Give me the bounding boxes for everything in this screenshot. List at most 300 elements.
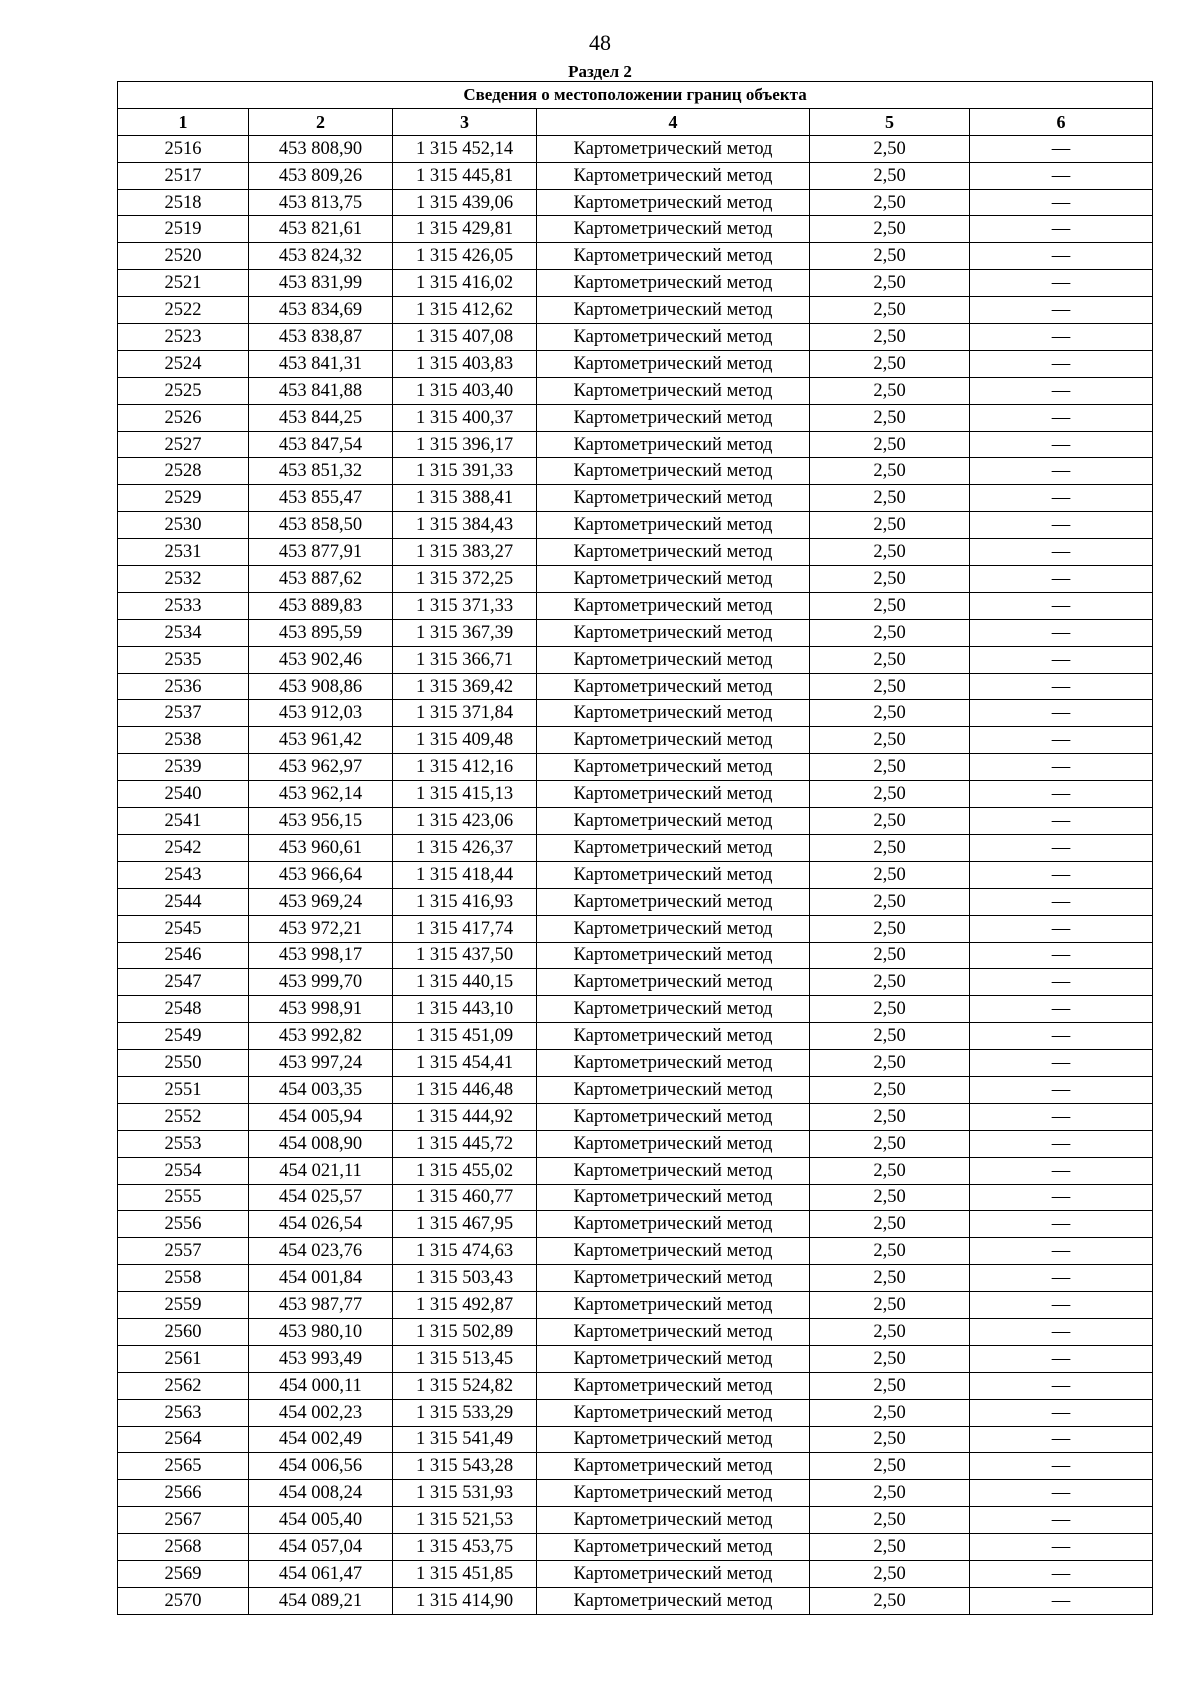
accuracy-cell: 2,50 bbox=[810, 350, 970, 377]
point-number-cell: 2551 bbox=[118, 1076, 249, 1103]
accuracy-cell: 2,50 bbox=[810, 404, 970, 431]
x-coordinate-cell: 453 844,25 bbox=[249, 404, 393, 431]
y-coordinate-cell: 1 315 452,14 bbox=[393, 135, 537, 162]
point-number-cell: 2560 bbox=[118, 1318, 249, 1345]
table-row bbox=[118, 350, 1153, 377]
x-coordinate-cell: 453 969,24 bbox=[249, 888, 393, 915]
description-cell: — bbox=[970, 781, 1153, 808]
column-number: 5 bbox=[810, 108, 970, 135]
method-cell: Картометрический метод bbox=[537, 915, 810, 942]
point-number-cell: 2519 bbox=[118, 216, 249, 243]
description-cell: — bbox=[970, 162, 1153, 189]
x-coordinate-cell: 454 089,21 bbox=[249, 1587, 393, 1614]
table-row bbox=[118, 781, 1153, 808]
accuracy-cell: 2,50 bbox=[810, 754, 970, 781]
table-row bbox=[118, 1130, 1153, 1157]
method-cell: Картометрический метод bbox=[537, 1560, 810, 1587]
description-cell: — bbox=[970, 1076, 1153, 1103]
y-coordinate-cell: 1 315 451,85 bbox=[393, 1560, 537, 1587]
x-coordinate-cell: 454 057,04 bbox=[249, 1534, 393, 1561]
description-cell: — bbox=[970, 619, 1153, 646]
x-coordinate-cell: 454 061,47 bbox=[249, 1560, 393, 1587]
accuracy-cell: 2,50 bbox=[810, 592, 970, 619]
accuracy-cell: 2,50 bbox=[810, 1050, 970, 1077]
table-row bbox=[118, 1560, 1153, 1587]
accuracy-cell: 2,50 bbox=[810, 1130, 970, 1157]
y-coordinate-cell: 1 315 524,82 bbox=[393, 1372, 537, 1399]
y-coordinate-cell: 1 315 366,71 bbox=[393, 646, 537, 673]
point-number-cell: 2529 bbox=[118, 485, 249, 512]
table-row bbox=[118, 673, 1153, 700]
accuracy-cell: 2,50 bbox=[810, 1103, 970, 1130]
column-number: 3 bbox=[393, 108, 537, 135]
x-coordinate-cell: 454 025,57 bbox=[249, 1184, 393, 1211]
point-number-cell: 2550 bbox=[118, 1050, 249, 1077]
y-coordinate-cell: 1 315 513,45 bbox=[393, 1345, 537, 1372]
table-row bbox=[118, 1372, 1153, 1399]
point-number-cell: 2562 bbox=[118, 1372, 249, 1399]
method-cell: Картометрический метод bbox=[537, 1453, 810, 1480]
x-coordinate-cell: 454 005,94 bbox=[249, 1103, 393, 1130]
method-cell: Картометрический метод bbox=[537, 1050, 810, 1077]
x-coordinate-cell: 453 841,31 bbox=[249, 350, 393, 377]
description-cell: — bbox=[970, 834, 1153, 861]
method-cell: Картометрический метод bbox=[537, 539, 810, 566]
table-row bbox=[118, 646, 1153, 673]
table-row bbox=[118, 996, 1153, 1023]
point-number-cell: 2532 bbox=[118, 566, 249, 593]
accuracy-cell: 2,50 bbox=[810, 834, 970, 861]
y-coordinate-cell: 1 315 445,81 bbox=[393, 162, 537, 189]
point-number-cell: 2553 bbox=[118, 1130, 249, 1157]
y-coordinate-cell: 1 315 416,93 bbox=[393, 888, 537, 915]
y-coordinate-cell: 1 315 400,37 bbox=[393, 404, 537, 431]
x-coordinate-cell: 453 809,26 bbox=[249, 162, 393, 189]
table-row bbox=[118, 458, 1153, 485]
point-number-cell: 2542 bbox=[118, 834, 249, 861]
description-cell: — bbox=[970, 1184, 1153, 1211]
description-cell: — bbox=[970, 673, 1153, 700]
point-number-cell: 2535 bbox=[118, 646, 249, 673]
x-coordinate-cell: 453 998,91 bbox=[249, 996, 393, 1023]
point-number-cell: 2539 bbox=[118, 754, 249, 781]
column-number: 1 bbox=[118, 108, 249, 135]
method-cell: Картометрический метод bbox=[537, 996, 810, 1023]
table-row bbox=[118, 404, 1153, 431]
point-number-cell: 2563 bbox=[118, 1399, 249, 1426]
x-coordinate-cell: 453 902,46 bbox=[249, 646, 393, 673]
method-cell: Картометрический метод bbox=[537, 808, 810, 835]
table-row bbox=[118, 270, 1153, 297]
x-coordinate-cell: 454 023,76 bbox=[249, 1238, 393, 1265]
method-cell: Картометрический метод bbox=[537, 700, 810, 727]
y-coordinate-cell: 1 315 440,15 bbox=[393, 969, 537, 996]
point-number-cell: 2518 bbox=[118, 189, 249, 216]
description-cell: — bbox=[970, 1560, 1153, 1587]
accuracy-cell: 2,50 bbox=[810, 539, 970, 566]
point-number-cell: 2537 bbox=[118, 700, 249, 727]
x-coordinate-cell: 453 997,24 bbox=[249, 1050, 393, 1077]
table-row bbox=[118, 1534, 1153, 1561]
accuracy-cell: 2,50 bbox=[810, 1345, 970, 1372]
accuracy-cell: 2,50 bbox=[810, 727, 970, 754]
point-number-cell: 2531 bbox=[118, 539, 249, 566]
accuracy-cell: 2,50 bbox=[810, 1480, 970, 1507]
method-cell: Картометрический метод bbox=[537, 135, 810, 162]
table-row bbox=[118, 915, 1153, 942]
y-coordinate-cell: 1 315 396,17 bbox=[393, 431, 537, 458]
description-cell: — bbox=[970, 1318, 1153, 1345]
description-cell: — bbox=[970, 996, 1153, 1023]
method-cell: Картометрический метод bbox=[537, 1238, 810, 1265]
method-cell: Картометрический метод bbox=[537, 673, 810, 700]
accuracy-cell: 2,50 bbox=[810, 162, 970, 189]
description-cell: — bbox=[970, 1534, 1153, 1561]
y-coordinate-cell: 1 315 414,90 bbox=[393, 1587, 537, 1614]
point-number-cell: 2547 bbox=[118, 969, 249, 996]
point-number-cell: 2564 bbox=[118, 1426, 249, 1453]
x-coordinate-cell: 454 026,54 bbox=[249, 1211, 393, 1238]
table-row bbox=[118, 1238, 1153, 1265]
method-cell: Картометрический метод bbox=[537, 1211, 810, 1238]
y-coordinate-cell: 1 315 426,05 bbox=[393, 243, 537, 270]
y-coordinate-cell: 1 315 417,74 bbox=[393, 915, 537, 942]
y-coordinate-cell: 1 315 453,75 bbox=[393, 1534, 537, 1561]
x-coordinate-cell: 453 993,49 bbox=[249, 1345, 393, 1372]
description-cell: — bbox=[970, 1453, 1153, 1480]
x-coordinate-cell: 454 000,11 bbox=[249, 1372, 393, 1399]
x-coordinate-cell: 453 961,42 bbox=[249, 727, 393, 754]
y-coordinate-cell: 1 315 416,02 bbox=[393, 270, 537, 297]
table-header bbox=[118, 82, 1153, 136]
x-coordinate-cell: 453 831,99 bbox=[249, 270, 393, 297]
accuracy-cell: 2,50 bbox=[810, 942, 970, 969]
accuracy-cell: 2,50 bbox=[810, 512, 970, 539]
x-coordinate-cell: 453 966,64 bbox=[249, 861, 393, 888]
x-coordinate-cell: 454 002,23 bbox=[249, 1399, 393, 1426]
x-coordinate-cell: 453 858,50 bbox=[249, 512, 393, 539]
description-cell: — bbox=[970, 1426, 1153, 1453]
table-row bbox=[118, 1453, 1153, 1480]
section-title: Раздел 2 bbox=[568, 62, 632, 81]
description-cell: — bbox=[970, 700, 1153, 727]
x-coordinate-cell: 453 998,17 bbox=[249, 942, 393, 969]
x-coordinate-cell: 454 021,11 bbox=[249, 1157, 393, 1184]
x-coordinate-cell: 454 002,49 bbox=[249, 1426, 393, 1453]
table-row bbox=[118, 1292, 1153, 1319]
accuracy-cell: 2,50 bbox=[810, 1453, 970, 1480]
x-coordinate-cell: 453 987,77 bbox=[249, 1292, 393, 1319]
x-coordinate-cell: 454 008,24 bbox=[249, 1480, 393, 1507]
table-row bbox=[118, 135, 1153, 162]
point-number-cell: 2538 bbox=[118, 727, 249, 754]
x-coordinate-cell: 453 960,61 bbox=[249, 834, 393, 861]
y-coordinate-cell: 1 315 403,83 bbox=[393, 350, 537, 377]
x-coordinate-cell: 453 887,62 bbox=[249, 566, 393, 593]
method-cell: Картометрический метод bbox=[537, 781, 810, 808]
point-number-cell: 2520 bbox=[118, 243, 249, 270]
table-caption: Сведения о местоположении границ объекта bbox=[118, 82, 1153, 109]
y-coordinate-cell: 1 315 543,28 bbox=[393, 1453, 537, 1480]
accuracy-cell: 2,50 bbox=[810, 1292, 970, 1319]
accuracy-cell: 2,50 bbox=[810, 1426, 970, 1453]
table-row bbox=[118, 1157, 1153, 1184]
column-number-row bbox=[118, 108, 1153, 135]
accuracy-cell: 2,50 bbox=[810, 700, 970, 727]
point-number-cell: 2523 bbox=[118, 324, 249, 351]
description-cell: — bbox=[970, 350, 1153, 377]
point-number-cell: 2559 bbox=[118, 1292, 249, 1319]
description-cell: — bbox=[970, 1345, 1153, 1372]
x-coordinate-cell: 454 003,35 bbox=[249, 1076, 393, 1103]
x-coordinate-cell: 453 841,88 bbox=[249, 377, 393, 404]
method-cell: Картометрический метод bbox=[537, 1318, 810, 1345]
table-row bbox=[118, 297, 1153, 324]
description-cell: — bbox=[970, 808, 1153, 835]
point-number-cell: 2569 bbox=[118, 1560, 249, 1587]
table-row bbox=[118, 1480, 1153, 1507]
y-coordinate-cell: 1 315 429,81 bbox=[393, 216, 537, 243]
point-number-cell: 2524 bbox=[118, 350, 249, 377]
accuracy-cell: 2,50 bbox=[810, 1265, 970, 1292]
method-cell: Картометрический метод bbox=[537, 1345, 810, 1372]
point-number-cell: 2534 bbox=[118, 619, 249, 646]
point-number-cell: 2541 bbox=[118, 808, 249, 835]
point-number-cell: 2543 bbox=[118, 861, 249, 888]
y-coordinate-cell: 1 315 444,92 bbox=[393, 1103, 537, 1130]
y-coordinate-cell: 1 315 467,95 bbox=[393, 1211, 537, 1238]
method-cell: Картометрический метод bbox=[537, 1480, 810, 1507]
point-number-cell: 2570 bbox=[118, 1587, 249, 1614]
description-cell: — bbox=[970, 1238, 1153, 1265]
point-number-cell: 2530 bbox=[118, 512, 249, 539]
method-cell: Картометрический метод bbox=[537, 888, 810, 915]
method-cell: Картометрический метод bbox=[537, 861, 810, 888]
accuracy-cell: 2,50 bbox=[810, 1507, 970, 1534]
table-body bbox=[118, 135, 1153, 1614]
page-number: 48 bbox=[589, 30, 611, 55]
y-coordinate-cell: 1 315 412,16 bbox=[393, 754, 537, 781]
method-cell: Картометрический метод bbox=[537, 969, 810, 996]
accuracy-cell: 2,50 bbox=[810, 1184, 970, 1211]
x-coordinate-cell: 453 912,03 bbox=[249, 700, 393, 727]
table-row bbox=[118, 888, 1153, 915]
y-coordinate-cell: 1 315 437,50 bbox=[393, 942, 537, 969]
point-number-cell: 2528 bbox=[118, 458, 249, 485]
column-number: 4 bbox=[537, 108, 810, 135]
x-coordinate-cell: 454 008,90 bbox=[249, 1130, 393, 1157]
y-coordinate-cell: 1 315 388,41 bbox=[393, 485, 537, 512]
table-row bbox=[118, 727, 1153, 754]
y-coordinate-cell: 1 315 451,09 bbox=[393, 1023, 537, 1050]
x-coordinate-cell: 453 847,54 bbox=[249, 431, 393, 458]
description-cell: — bbox=[970, 377, 1153, 404]
description-cell: — bbox=[970, 1157, 1153, 1184]
y-coordinate-cell: 1 315 415,13 bbox=[393, 781, 537, 808]
y-coordinate-cell: 1 315 369,42 bbox=[393, 673, 537, 700]
x-coordinate-cell: 453 813,75 bbox=[249, 189, 393, 216]
x-coordinate-cell: 453 972,21 bbox=[249, 915, 393, 942]
point-number-cell: 2558 bbox=[118, 1265, 249, 1292]
method-cell: Картометрический метод bbox=[537, 485, 810, 512]
description-cell: — bbox=[970, 1265, 1153, 1292]
accuracy-cell: 2,50 bbox=[810, 996, 970, 1023]
x-coordinate-cell: 453 855,47 bbox=[249, 485, 393, 512]
accuracy-cell: 2,50 bbox=[810, 566, 970, 593]
table-row bbox=[118, 243, 1153, 270]
point-number-cell: 2556 bbox=[118, 1211, 249, 1238]
x-coordinate-cell: 453 962,97 bbox=[249, 754, 393, 781]
table-row bbox=[118, 592, 1153, 619]
accuracy-cell: 2,50 bbox=[810, 431, 970, 458]
description-cell: — bbox=[970, 297, 1153, 324]
x-coordinate-cell: 453 838,87 bbox=[249, 324, 393, 351]
method-cell: Картометрический метод bbox=[537, 834, 810, 861]
method-cell: Картометрический метод bbox=[537, 512, 810, 539]
method-cell: Картометрический метод bbox=[537, 1534, 810, 1561]
point-number-cell: 2567 bbox=[118, 1507, 249, 1534]
table-row bbox=[118, 1076, 1153, 1103]
y-coordinate-cell: 1 315 371,33 bbox=[393, 592, 537, 619]
method-cell: Картометрический метод bbox=[537, 1372, 810, 1399]
description-cell: — bbox=[970, 969, 1153, 996]
description-cell: — bbox=[970, 942, 1153, 969]
x-coordinate-cell: 453 889,83 bbox=[249, 592, 393, 619]
y-coordinate-cell: 1 315 439,06 bbox=[393, 189, 537, 216]
table-row bbox=[118, 1587, 1153, 1614]
table-row bbox=[118, 861, 1153, 888]
x-coordinate-cell: 453 834,69 bbox=[249, 297, 393, 324]
accuracy-cell: 2,50 bbox=[810, 189, 970, 216]
y-coordinate-cell: 1 315 384,43 bbox=[393, 512, 537, 539]
description-cell: — bbox=[970, 1103, 1153, 1130]
table-row bbox=[118, 942, 1153, 969]
accuracy-cell: 2,50 bbox=[810, 861, 970, 888]
accuracy-cell: 2,50 bbox=[810, 135, 970, 162]
method-cell: Картометрический метод bbox=[537, 646, 810, 673]
y-coordinate-cell: 1 315 503,43 bbox=[393, 1265, 537, 1292]
y-coordinate-cell: 1 315 403,40 bbox=[393, 377, 537, 404]
method-cell: Картометрический метод bbox=[537, 1184, 810, 1211]
accuracy-cell: 2,50 bbox=[810, 1238, 970, 1265]
table-row bbox=[118, 324, 1153, 351]
method-cell: Картометрический метод bbox=[537, 243, 810, 270]
description-cell: — bbox=[970, 915, 1153, 942]
y-coordinate-cell: 1 315 474,63 bbox=[393, 1238, 537, 1265]
point-number-cell: 2555 bbox=[118, 1184, 249, 1211]
x-coordinate-cell: 453 999,70 bbox=[249, 969, 393, 996]
accuracy-cell: 2,50 bbox=[810, 1076, 970, 1103]
point-number-cell: 2565 bbox=[118, 1453, 249, 1480]
method-cell: Картометрический метод bbox=[537, 1265, 810, 1292]
description-cell: — bbox=[970, 592, 1153, 619]
description-cell: — bbox=[970, 404, 1153, 431]
y-coordinate-cell: 1 315 455,02 bbox=[393, 1157, 537, 1184]
y-coordinate-cell: 1 315 418,44 bbox=[393, 861, 537, 888]
description-cell: — bbox=[970, 1023, 1153, 1050]
table-row bbox=[118, 1050, 1153, 1077]
x-coordinate-cell: 453 851,32 bbox=[249, 458, 393, 485]
description-cell: — bbox=[970, 1507, 1153, 1534]
y-coordinate-cell: 1 315 533,29 bbox=[393, 1399, 537, 1426]
table-row bbox=[118, 1103, 1153, 1130]
method-cell: Картометрический метод bbox=[537, 592, 810, 619]
table-row bbox=[118, 431, 1153, 458]
table-row bbox=[118, 485, 1153, 512]
method-cell: Картометрический метод bbox=[537, 566, 810, 593]
x-coordinate-cell: 453 877,91 bbox=[249, 539, 393, 566]
table-row bbox=[118, 700, 1153, 727]
y-coordinate-cell: 1 315 423,06 bbox=[393, 808, 537, 835]
description-cell: — bbox=[970, 135, 1153, 162]
y-coordinate-cell: 1 315 383,27 bbox=[393, 539, 537, 566]
method-cell: Картометрический метод bbox=[537, 377, 810, 404]
method-cell: Картометрический метод bbox=[537, 619, 810, 646]
point-number-cell: 2552 bbox=[118, 1103, 249, 1130]
method-cell: Картометрический метод bbox=[537, 1103, 810, 1130]
point-number-cell: 2561 bbox=[118, 1345, 249, 1372]
description-cell: — bbox=[970, 189, 1153, 216]
y-coordinate-cell: 1 315 445,72 bbox=[393, 1130, 537, 1157]
method-cell: Картометрический метод bbox=[537, 1292, 810, 1319]
description-cell: — bbox=[970, 754, 1153, 781]
column-number: 2 bbox=[249, 108, 393, 135]
method-cell: Картометрический метод bbox=[537, 942, 810, 969]
y-coordinate-cell: 1 315 460,77 bbox=[393, 1184, 537, 1211]
x-coordinate-cell: 453 908,86 bbox=[249, 673, 393, 700]
accuracy-cell: 2,50 bbox=[810, 324, 970, 351]
method-cell: Картометрический метод bbox=[537, 324, 810, 351]
description-cell: — bbox=[970, 1399, 1153, 1426]
accuracy-cell: 2,50 bbox=[810, 646, 970, 673]
accuracy-cell: 2,50 bbox=[810, 1560, 970, 1587]
table-row bbox=[118, 1507, 1153, 1534]
point-number-cell: 2536 bbox=[118, 673, 249, 700]
accuracy-cell: 2,50 bbox=[810, 888, 970, 915]
table-row bbox=[118, 969, 1153, 996]
table-row bbox=[118, 539, 1153, 566]
description-cell: — bbox=[970, 458, 1153, 485]
description-cell: — bbox=[970, 431, 1153, 458]
method-cell: Картометрический метод bbox=[537, 1023, 810, 1050]
x-coordinate-cell: 453 808,90 bbox=[249, 135, 393, 162]
y-coordinate-cell: 1 315 391,33 bbox=[393, 458, 537, 485]
method-cell: Картометрический метод bbox=[537, 216, 810, 243]
description-cell: — bbox=[970, 861, 1153, 888]
x-coordinate-cell: 453 962,14 bbox=[249, 781, 393, 808]
x-coordinate-cell: 453 980,10 bbox=[249, 1318, 393, 1345]
accuracy-cell: 2,50 bbox=[810, 1023, 970, 1050]
x-coordinate-cell: 454 001,84 bbox=[249, 1265, 393, 1292]
method-cell: Картометрический метод bbox=[537, 727, 810, 754]
table-row bbox=[118, 377, 1153, 404]
point-number-cell: 2554 bbox=[118, 1157, 249, 1184]
description-cell: — bbox=[970, 727, 1153, 754]
description-cell: — bbox=[970, 324, 1153, 351]
description-cell: — bbox=[970, 243, 1153, 270]
y-coordinate-cell: 1 315 367,39 bbox=[393, 619, 537, 646]
point-number-cell: 2525 bbox=[118, 377, 249, 404]
y-coordinate-cell: 1 315 541,49 bbox=[393, 1426, 537, 1453]
y-coordinate-cell: 1 315 531,93 bbox=[393, 1480, 537, 1507]
description-cell: — bbox=[970, 888, 1153, 915]
table-row bbox=[118, 512, 1153, 539]
x-coordinate-cell: 453 824,32 bbox=[249, 243, 393, 270]
table-row bbox=[118, 1211, 1153, 1238]
point-number-cell: 2526 bbox=[118, 404, 249, 431]
method-cell: Картометрический метод bbox=[537, 162, 810, 189]
point-number-cell: 2521 bbox=[118, 270, 249, 297]
